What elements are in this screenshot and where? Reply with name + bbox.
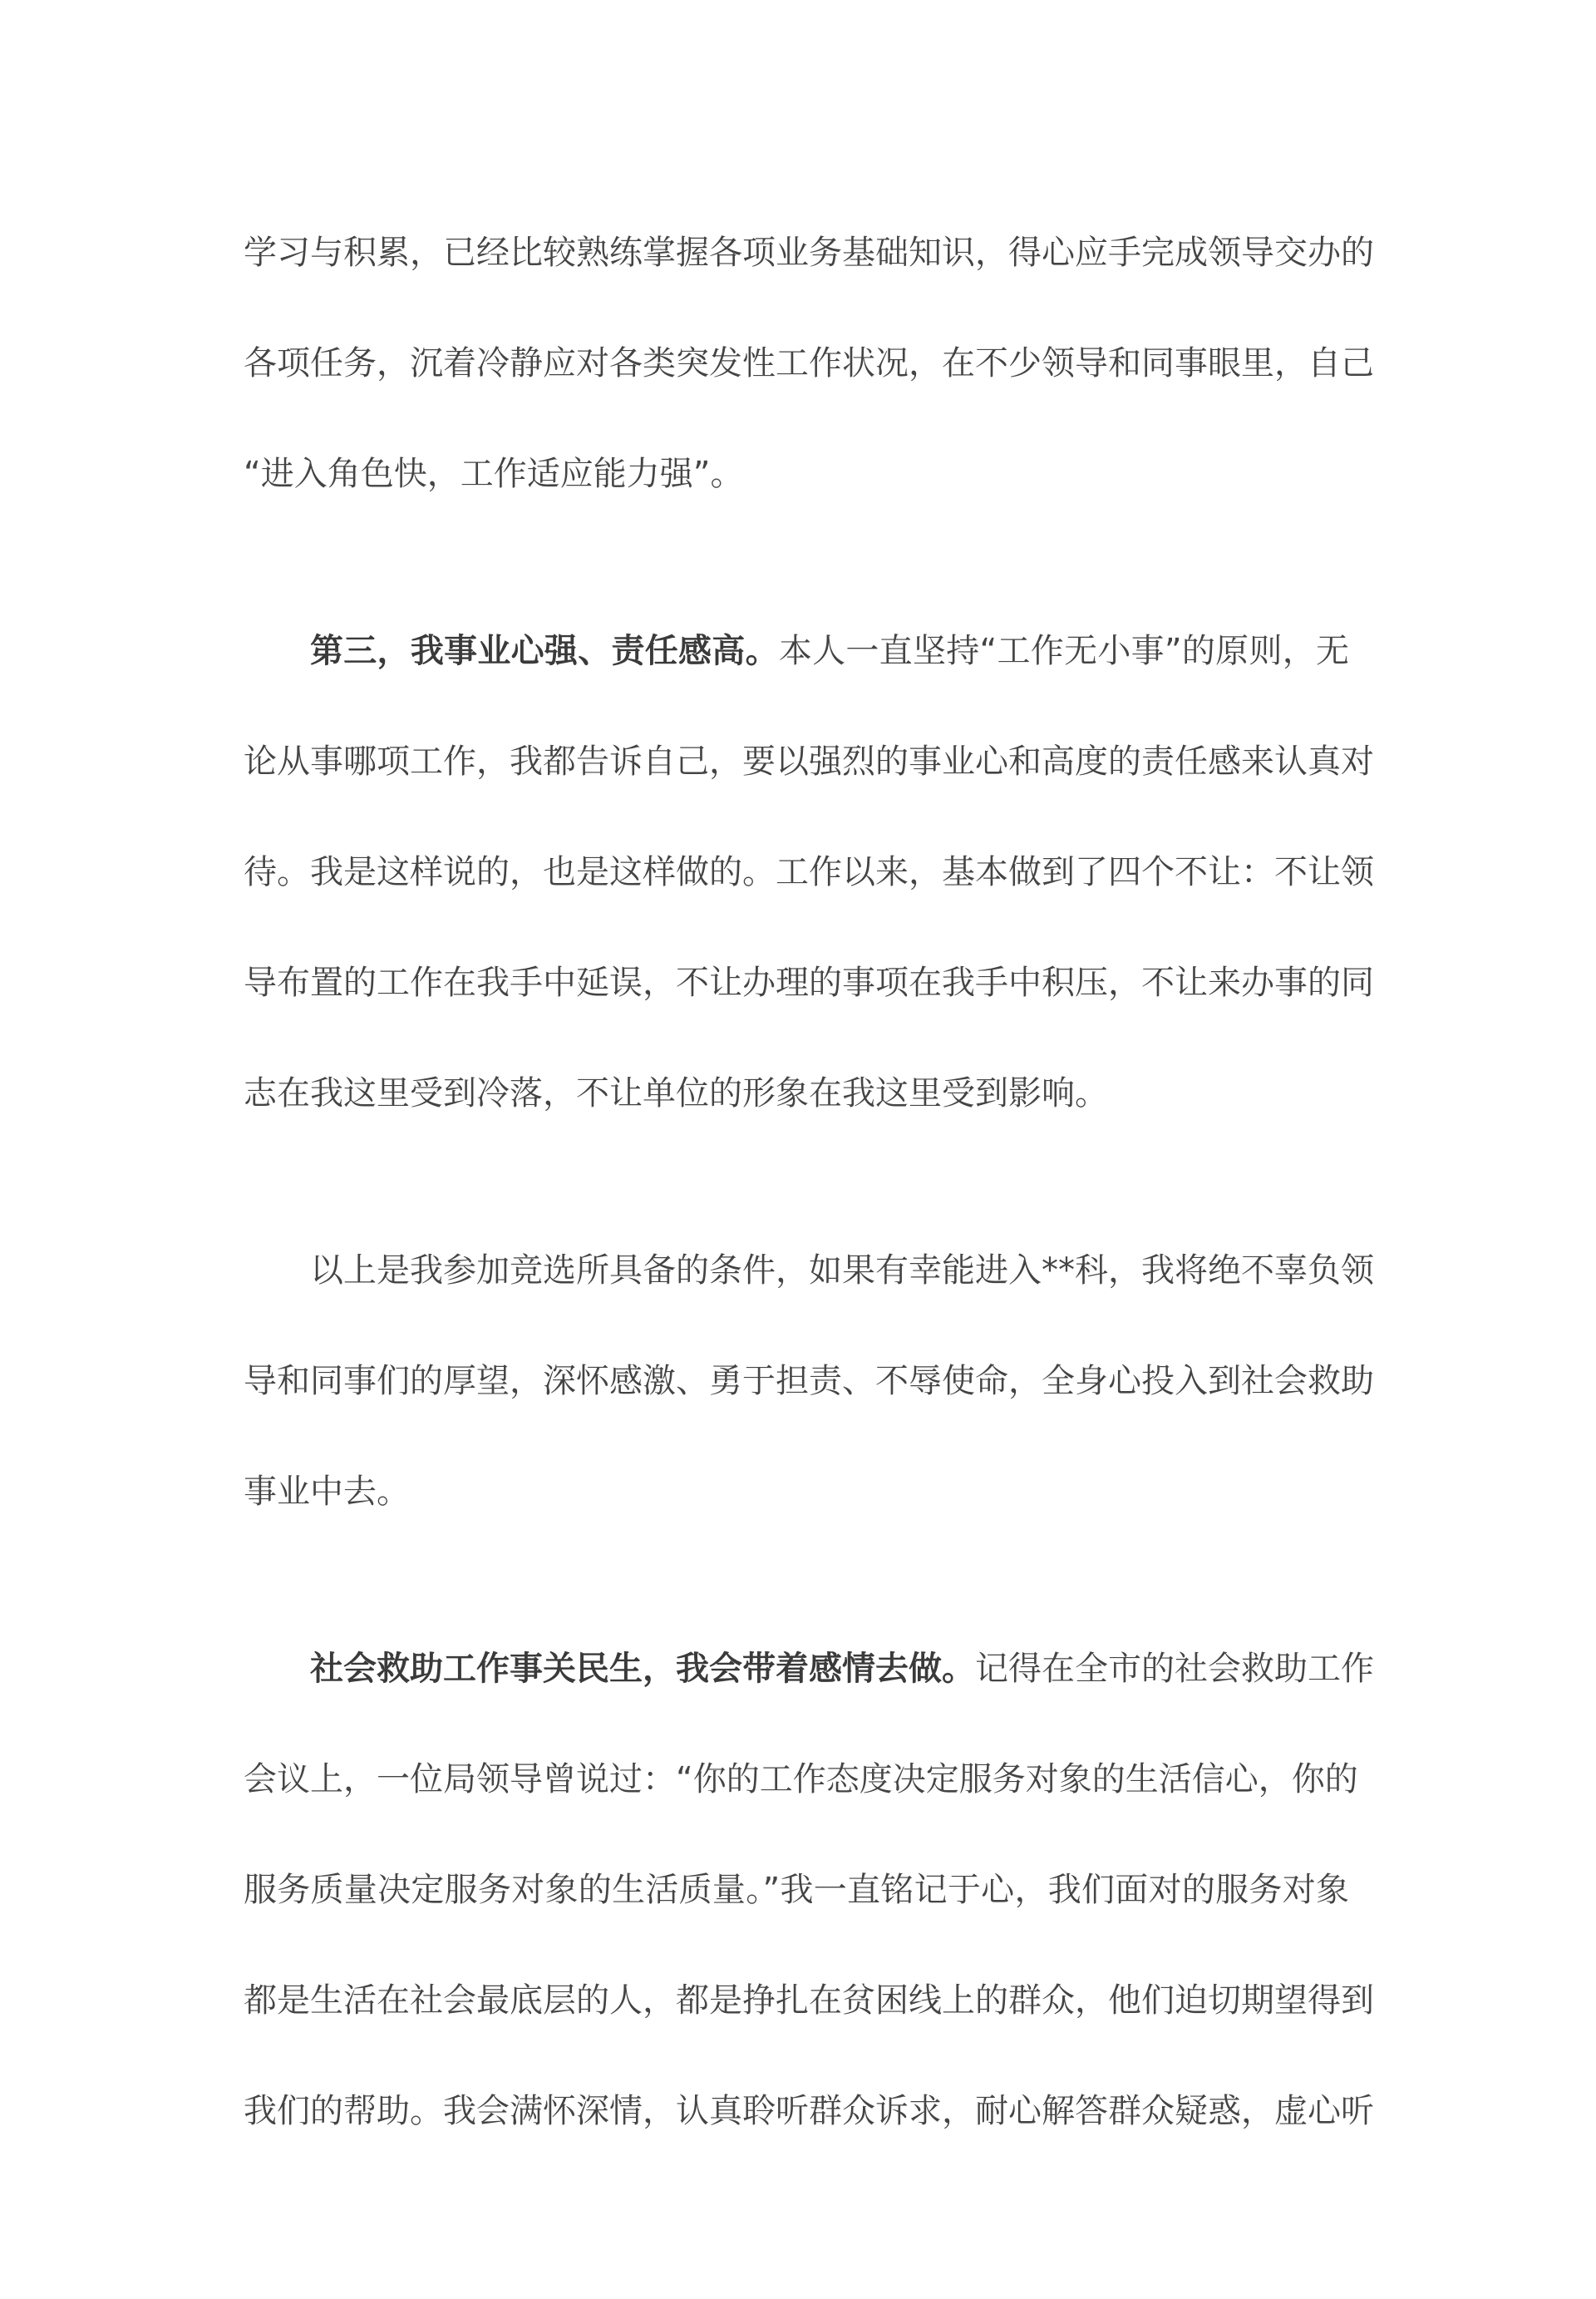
paragraph-2-first-line-rest: 本人一直坚持“工作无小事”的原则，无 (778, 632, 1349, 670)
paragraph-4-bold-lead: 社会救助工作事关民生，我会带着感情去做。 (310, 1650, 975, 1688)
paragraph-4-line-4: 都是生活在社会最底层的人，都是挣扎在贫困线上的群众，他们迫切期望得到 (244, 1981, 1374, 2020)
paragraph-2-line-4: 导布置的工作在我手中延误，不让办理的事项在我手中积压，不让来办事的同 (244, 964, 1374, 1002)
paragraph-4-line-3: 服务质量决定服务对象的生活质量。”我一直铭记于心，我们面对的服务对象 (244, 1871, 1349, 1909)
paragraph-4-line-2: 会议上，一位局领导曾说过：“你的工作态度决定服务对象的生活信心，你的 (244, 1760, 1358, 1798)
paragraph-2-bold-lead: 第三，我事业心强、责任感高。 (310, 632, 779, 670)
paragraph-3-line-2: 导和同事们的厚望，深怀感激、勇于担责、不辱使命，全身心投入到社会救助 (244, 1362, 1374, 1400)
document-body (244, 220, 1374, 2299)
paragraph-4-first-line-rest: 记得在全市的社会救助工作 (975, 1650, 1374, 1688)
paragraph-1-line-1: 学习与积累，已经比较熟练掌握各项业务基础知识，得心应手完成领导交办的 (244, 234, 1374, 272)
paragraph-2-line-2: 论从事哪项工作，我都告诉自己，要以强烈的事业心和高度的责任感来认真对 (244, 742, 1374, 781)
paragraph-2-line-3: 待。我是这样说的，也是这样做的。工作以来，基本做到了四个不让：不让领 (244, 853, 1374, 891)
paragraph-2 (244, 618, 1374, 1127)
paragraph-3-line-1: 以上是我参加竞选所具备的条件，如果有幸能进入**科，我将绝不辜负领 (310, 1251, 1374, 1290)
paragraph-4-line-5: 我们的帮助。我会满怀深情，认真聆听群众诉求，耐心解答群众疑惑，虚心听 (244, 2092, 1374, 2130)
paragraph-3 (244, 1237, 1374, 1525)
paragraph-2-line-1 (244, 618, 1349, 728)
paragraph-1 (244, 220, 1374, 507)
paragraph-2-line-5: 志在我这里受到冷落，不让单位的形象在我这里受到影响。 (244, 1074, 1108, 1112)
paragraph-4 (244, 1635, 1374, 2188)
paragraph-4-line-1 (244, 1635, 1374, 1746)
paragraph-1-line-3: “进入角色快，工作适应能力强”。 (244, 455, 744, 493)
paragraph-3-line-3: 事业中去。 (244, 1473, 410, 1511)
paragraph-1-line-2: 各项任务，沉着冷静应对各类突发性工作状况，在不少领导和同事眼里，自己 (244, 344, 1374, 382)
